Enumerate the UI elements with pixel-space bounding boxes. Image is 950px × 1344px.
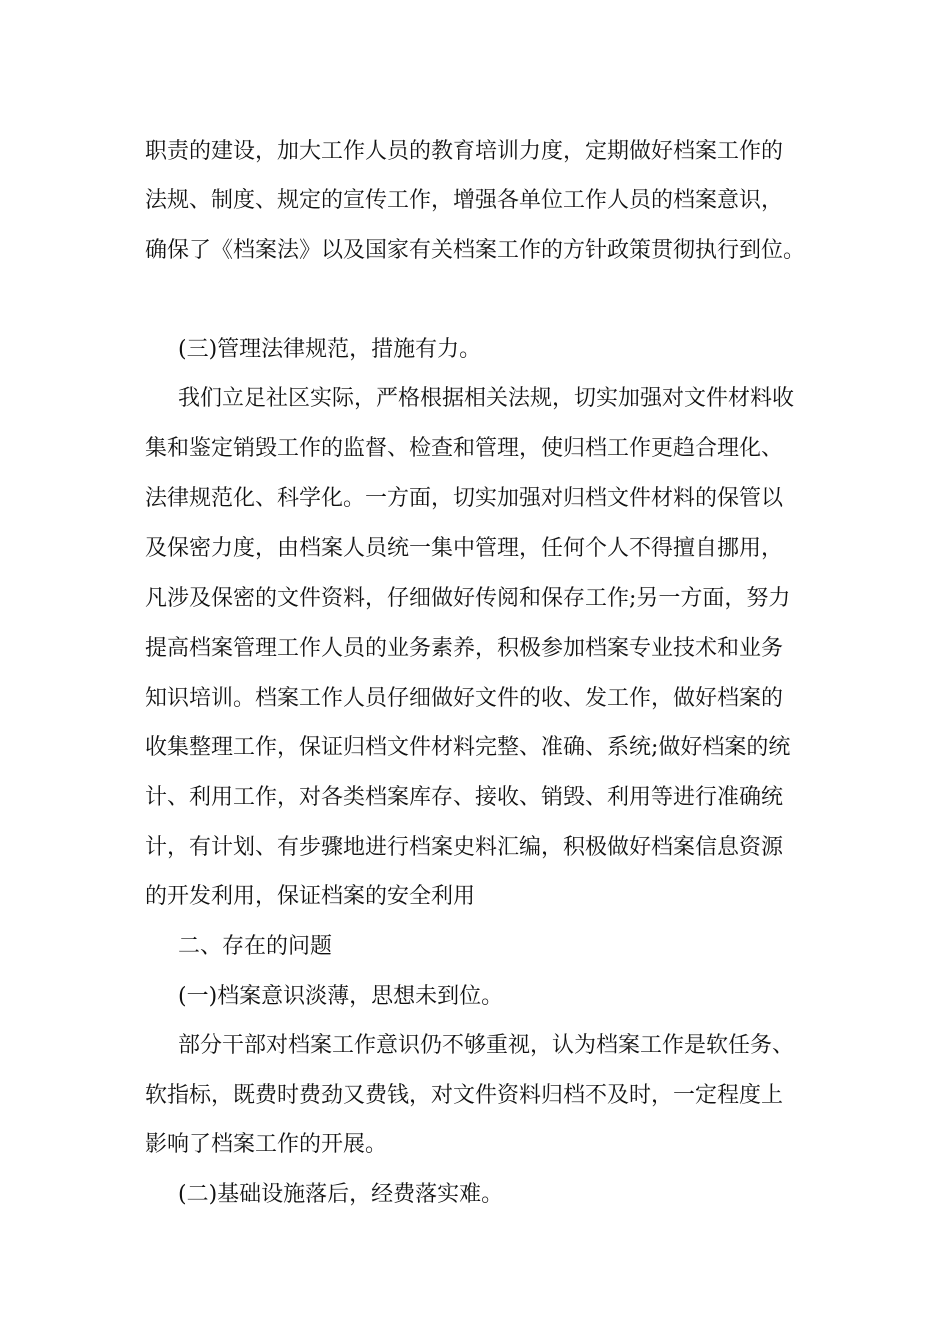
- subsection-heading: (二)基础设施落后，经费落实难。: [178, 1182, 504, 1207]
- paragraph-line: 影响了档案工作的开展。: [145, 1132, 388, 1157]
- paragraph-line: 的开发利用，保证档案的安全利用: [145, 884, 476, 909]
- section-heading: (三)管理法律规范，措施有力。: [178, 337, 482, 362]
- paragraph-line: 凡涉及保密的文件资料，仔细做好传阅和保存工作;另一方面，努力: [145, 586, 791, 611]
- paragraph-line: 及保密力度，由档案人员统一集中管理，任何个人不得擅自挪用，: [145, 536, 784, 561]
- paragraph-line: 计，有计划、有步骤地进行档案史料汇编，积极做好档案信息资源: [145, 835, 784, 860]
- paragraph-line: 集和鉴定销毁工作的监督、检查和管理，使归档工作更趋合理化、: [145, 436, 784, 461]
- paragraph-line: 知识培训。档案工作人员仔细做好文件的收、发工作，做好档案的: [145, 686, 784, 711]
- subsection-heading: (一)档案意识淡薄，思想未到位。: [178, 984, 504, 1009]
- paragraph-line: 职责的建设，加大工作人员的教育培训力度，定期做好档案工作的: [145, 139, 784, 164]
- paragraph-line: 法规、制度、规定的宣传工作，增强各单位工作人员的档案意识，: [145, 188, 784, 213]
- section-heading: 二、存在的问题: [178, 934, 333, 959]
- paragraph-line: 我们立足社区实际，严格根据相关法规，切实加强对文件材料收: [178, 386, 795, 411]
- paragraph-line: 法律规范化、科学化。一方面，切实加强对归档文件材料的保管以: [145, 486, 784, 511]
- paragraph-line: 软指标，既费时费劲又费钱，对文件资料归档不及时，一定程度上: [145, 1083, 784, 1108]
- paragraph-line: 提高档案管理工作人员的业务素养，积极参加档案专业技术和业务: [145, 636, 784, 661]
- paragraph-line: 收集整理工作，保证归档文件材料完整、准确、系统;做好档案的统: [145, 735, 791, 760]
- paragraph-line: 计、利用工作，对各类档案库存、接收、销毁、利用等进行准确统: [145, 785, 784, 810]
- paragraph-line: 确保了《档案法》以及国家有关档案工作的方针政策贯彻执行到位。: [145, 238, 806, 263]
- paragraph-line: 部分干部对档案工作意识仍不够重视，认为档案工作是软任务、: [178, 1033, 795, 1058]
